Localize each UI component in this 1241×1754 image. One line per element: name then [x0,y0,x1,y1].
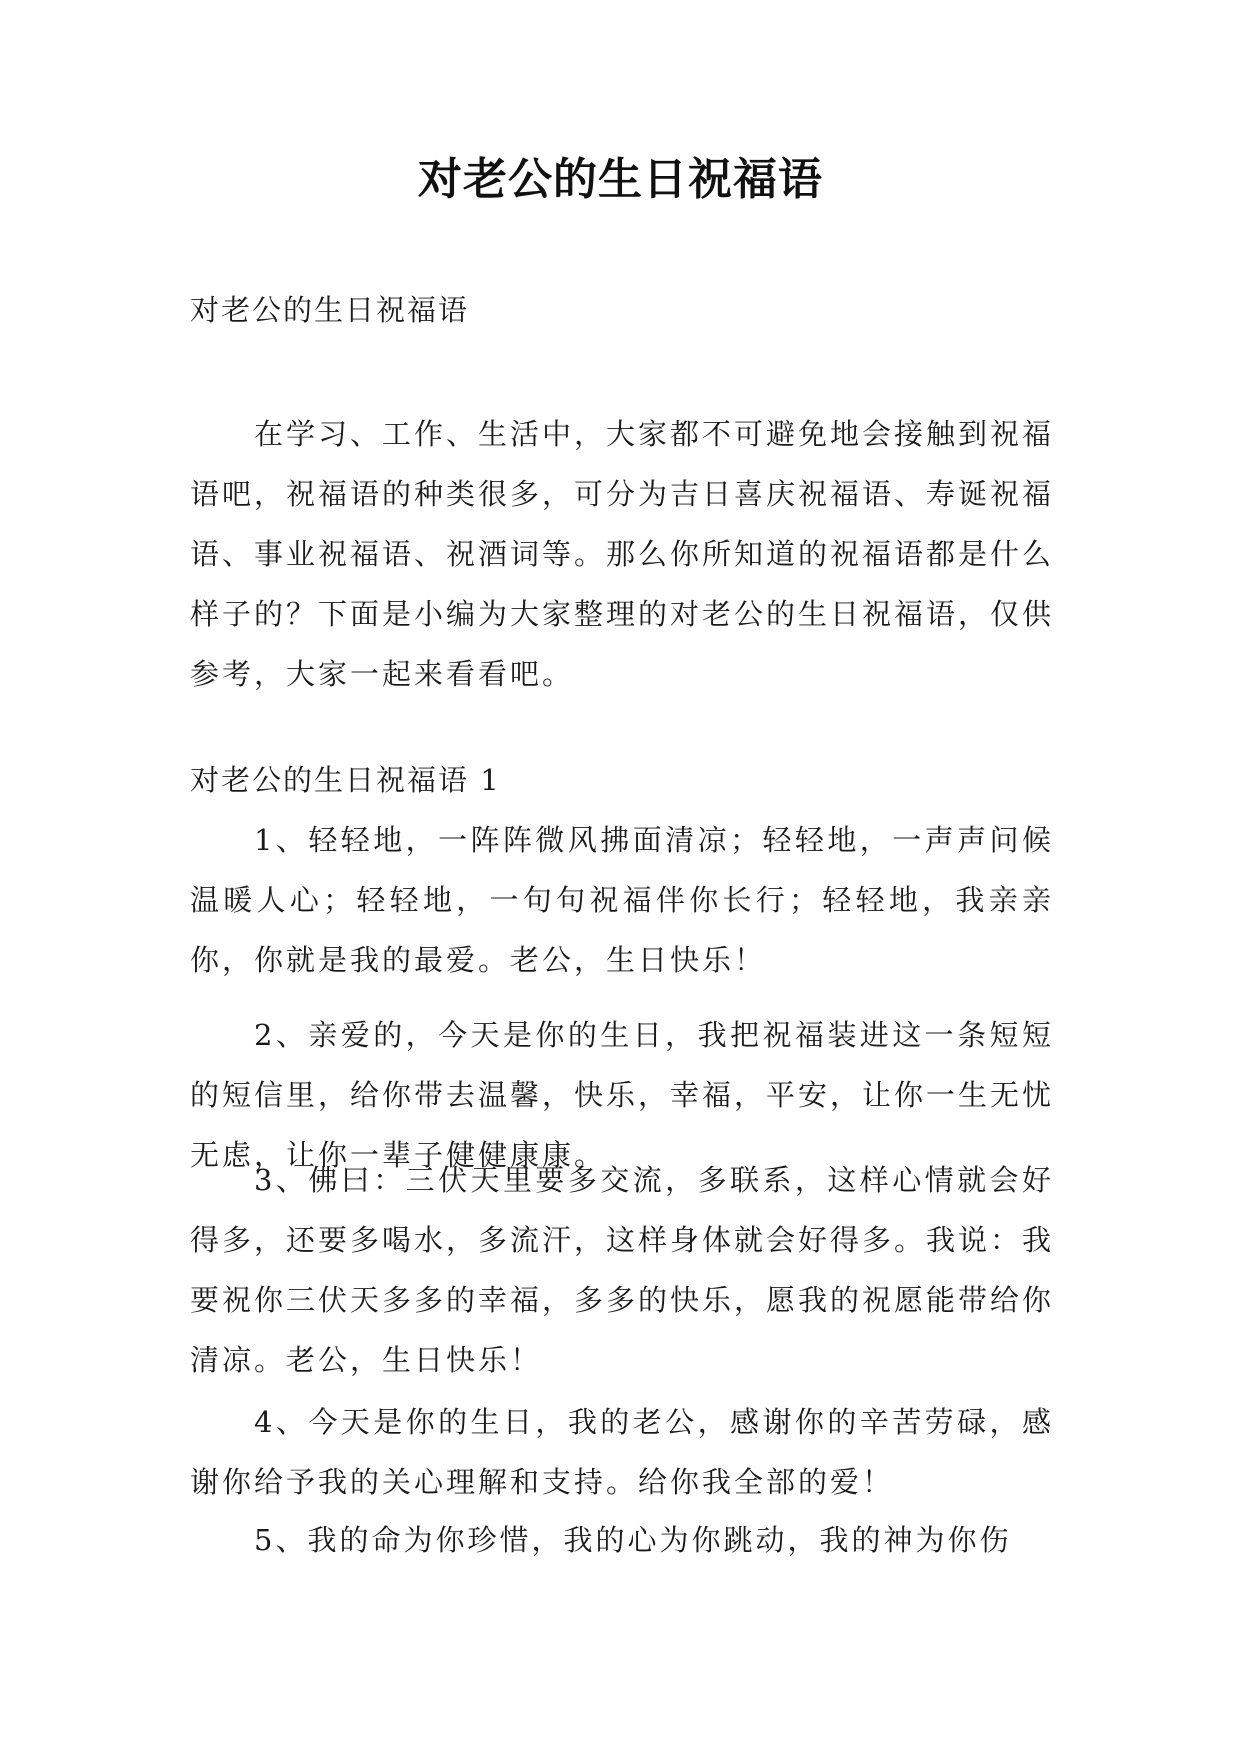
wish-item-1: 1、轻轻地，一阵阵微风拂面清凉；轻轻地，一声声问候温暖人心；轻轻地，一句句祝福伴你长行；轻轻地，我亲亲你，你就是我的最爱。老公，生日快乐！ [190,823,1054,977]
section-heading: 对老公的生日祝福语 1 [190,763,501,797]
wish-item-2: 2、亲爱的，今天是你的生日，我把祝福装进这一条短短的短信里，给你带去温馨，快乐，幸福，平安，让你一生无忧无虑，让你一辈子健健康康。 [190,1018,1055,1172]
wish-item-3: 3、佛曰：三伏天里要多交流，多联系，这样心情就会好得多，还要多喝水，多流汗，这样身体就会好得多。我说：我要祝你三伏天多多的幸福，多多的快乐，愿我的祝愿能带给你清凉。老公，生日快乐！ [190,1163,1055,1377]
document-title: 对老公的生日祝福语 [418,154,823,205]
document-subtitle: 对老公的生日祝福语 [190,293,470,327]
wish-item-5: 5、我的命为你珍惜，我的心为你跳动，我的神为你伤 [254,1523,1012,1557]
wish-item-4: 4、今天是你的生日，我的老公，感谢你的辛苦劳碌，感谢你给予我的关心理解和支持。给你我全部的爱！ [190,1405,1054,1499]
intro-paragraph: 在学习、工作、生活中，大家都不可避免地会接触到祝福语吧，祝福语的种类很多，可分为吉日喜庆祝福语、寿诞祝福语、事业祝福语、祝酒词等。那么你所知道的祝福语都是什么样子的？下面是小编为大家整理的对老公的生日祝福语，仅供参考，大家一起来看看吧。 [190,417,1055,691]
